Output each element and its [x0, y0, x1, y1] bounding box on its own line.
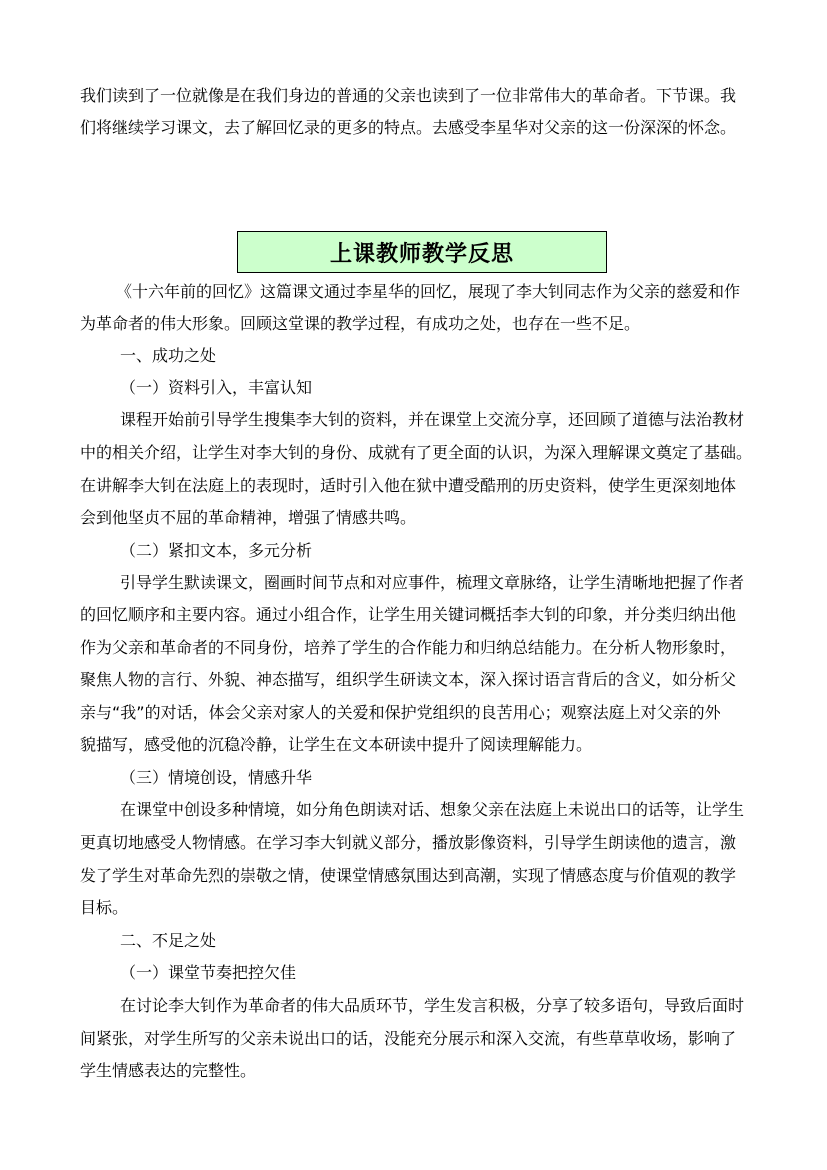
body-line-18: 更真切地感受人物情感。在学习李大钊就义部分，播放影像资料，引导学生朗读他的遗言，激 — [80, 833, 737, 852]
heading-success: 一、成功之处 — [120, 346, 217, 365]
body-line-11: 的回忆顺序和主要内容。通过小组合作，让学生用关键词概括李大钊的印象，并分类归纳出他 — [80, 605, 737, 624]
body-line-5: 课程开始前引导学生搜集李大钊的资料，并在课堂上交流分享，还回顾了道德与法治教材 — [120, 410, 745, 429]
intro-line-1: 我们读到了一位就像是在我们身边的普通的父亲也读到了一位非常伟大的革命者。下节课。我 — [80, 86, 737, 105]
section-title: 上课教师教学反思 — [329, 241, 514, 267]
body-line-19: 发了学生对革命先烈的崇敬之情，使课堂情感氛围达到高潮，实现了情感态度与价值观的教学 — [80, 866, 737, 885]
body-line-2: 为革命者的伟大形象。回顾这堂课的教学过程，有成功之处，也存在一些不足。 — [80, 314, 641, 333]
section-title-box — [237, 231, 607, 273]
intro-line-2: 们将继续学习课文，去了解回忆录的更多的特点。去感受李星华对父亲的这一份深深的怀念。 — [80, 118, 737, 137]
body-line-12: 作为父亲和革命者的不同身份，培养了学生的合作能力和归纳总结能力。在分析人物形象时， — [80, 638, 737, 657]
body-line-10: 引导学生默读课文，圈画时间节点和对应事件，梳理文章脉络，让学生清晰地把握了作者 — [120, 573, 745, 592]
subheading-3: （三）情境创设，情感升华 — [120, 768, 313, 787]
body-line-15: 貌描写，感受他的沉稳冷静，让学生在文本研读中提升了阅读理解能力。 — [80, 735, 593, 754]
body-line-8: 会到他坚贞不屈的革命精神，增强了情感共鸣。 — [80, 508, 417, 527]
body-line-14: 亲与“我”的对话，体会父亲对家人的关爱和保护党组织的良苦用心；观察法庭上对父亲的外 — [80, 703, 721, 722]
body-line-13: 聚焦人物的言行、外貌、神态描写，组织学生研读文本，深入探讨语言背后的含义，如分析父 — [80, 670, 737, 689]
subheading-2: （二）紧扣文本，多元分析 — [120, 541, 313, 560]
body-line-1: 《十六年前的回忆》这篇课文通过李星华的回忆，展现了李大钊同志作为父亲的慈爱和作 — [116, 282, 741, 301]
body-line-20: 目标。 — [80, 898, 129, 917]
body-line-24: 间紧张，对学生所写的父亲未说出口的话，没能充分展示和深入交流，有些草草收场，影响了 — [80, 1029, 737, 1048]
body-line-23: 在讨论李大钊作为革命者的伟大品质环节，学生发言积极，分享了较多语句，导致后面时 — [120, 996, 745, 1015]
body-line-7: 在讲解李大钊在法庭上的表现时，适时引入他在狱中遭受酷刑的历史资料，使学生更深刻地体 — [80, 476, 737, 495]
subheading-4: （一）课堂节奏把控欠佳 — [120, 963, 297, 982]
body-line-25: 学生情感表达的完整性。 — [80, 1061, 257, 1080]
body-line-6: 中的相关介绍，让学生对李大钊的身份、成就有了更全面的认识，为深入理解课文奠定了基础。 — [80, 443, 753, 462]
subheading-1: （一）资料引入，丰富认知 — [120, 378, 313, 397]
heading-shortcomings: 二、不足之处 — [120, 931, 217, 950]
body-line-17: 在课堂中创设多种情境，如分角色朗读对话、想象父亲在法庭上未说出口的话等，让学生 — [120, 800, 745, 819]
